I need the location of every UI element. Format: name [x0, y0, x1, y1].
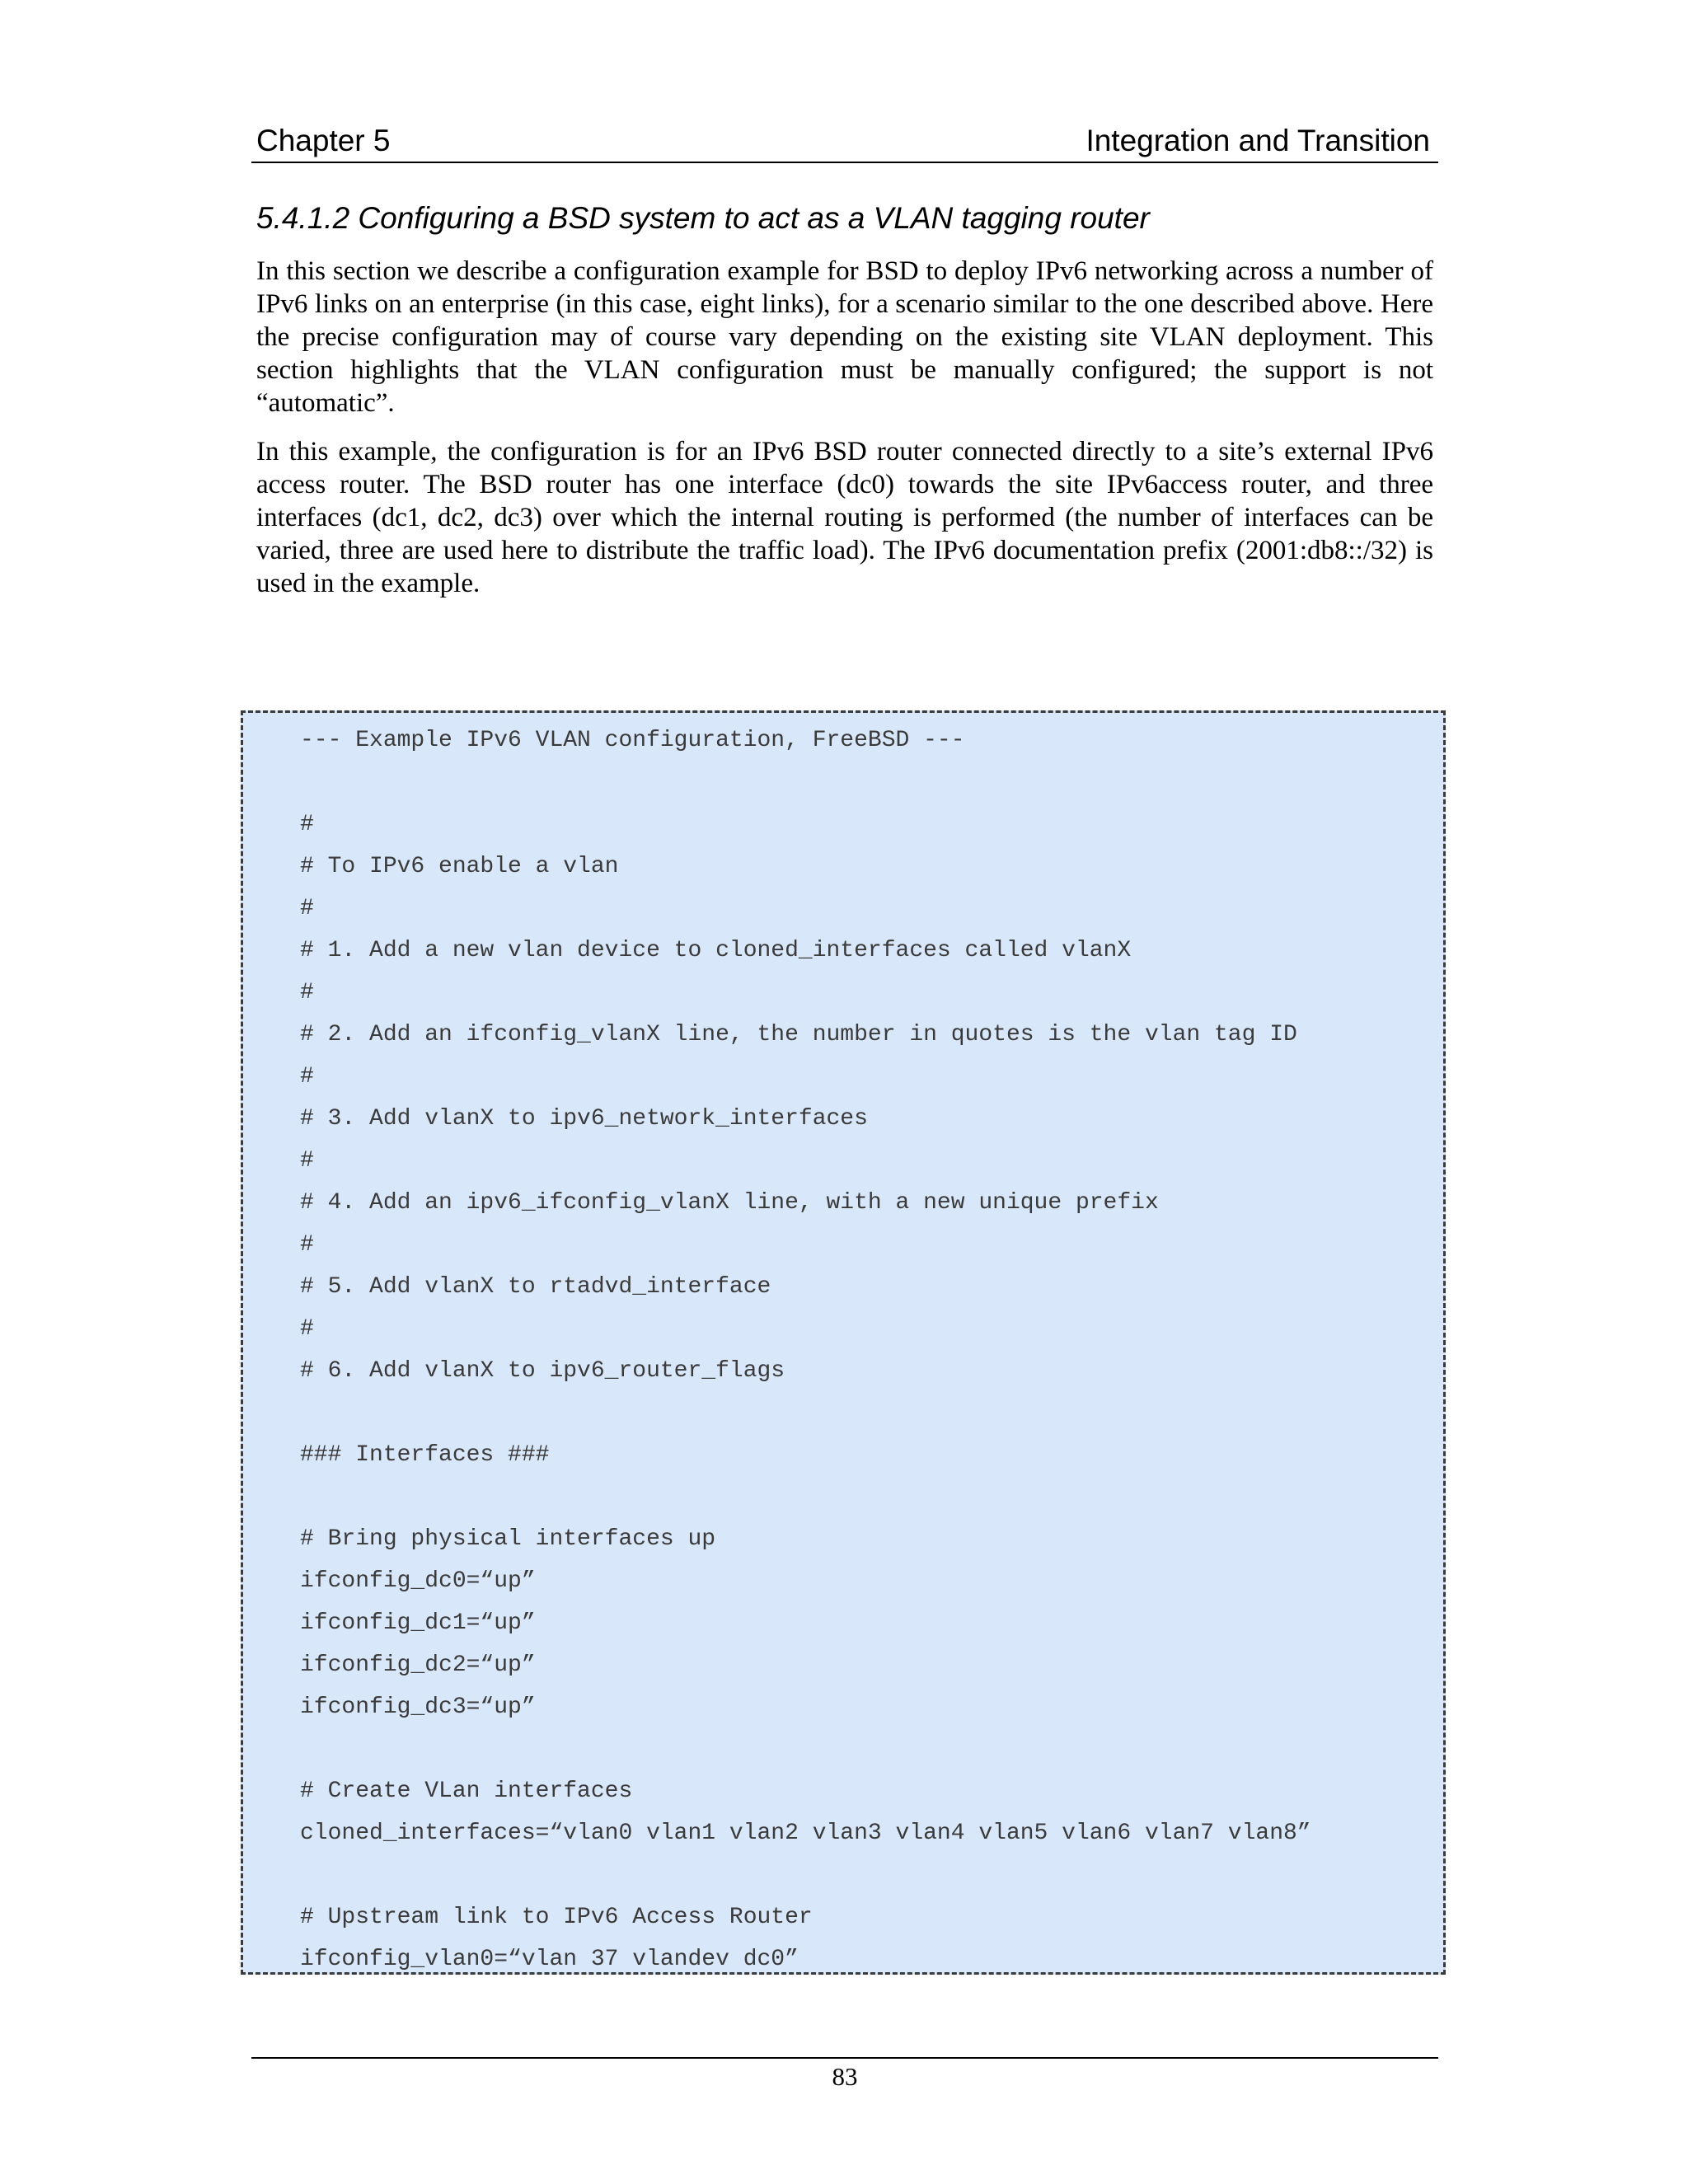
body-paragraph: In this section we describe a configuration example for BSD to deploy IPv6 networking across a number of IPv6 links on an enterprise (in this case, eight links), for a scenario similar to the one described above. Here the precise configuration may of course vary depending on the existing site VLAN deployment. This section highlights that the VLAN configuration must be manually configured; the support is not “automatic”.	[256, 256, 1433, 418]
code-line: ifconfig_dc3=“up”	[300, 1694, 536, 1720]
code-lines	[300, 719, 1311, 1975]
code-line: #	[300, 1064, 314, 1090]
code-line	[300, 1476, 1311, 1518]
code-line: ifconfig_dc0=“up”	[300, 1568, 536, 1594]
code-line: ifconfig_dc1=“up”	[300, 1610, 536, 1636]
chapter-label: Chapter 5	[256, 124, 391, 157]
code-line: # To IPv6 enable a vlan	[300, 854, 619, 879]
code-line	[300, 1392, 1311, 1434]
code-line: # 2. Add an ifconfig_vlanX line, the number in quotes is the vlan tag ID	[300, 1022, 1297, 1047]
code-line: ### Interfaces ###	[300, 1442, 550, 1468]
code-line: ifconfig_vlan0=“vlan 37 vlandev dc0”	[300, 1947, 799, 1972]
code-line: ifconfig_dc2=“up”	[300, 1652, 536, 1678]
code-line: #	[300, 1316, 314, 1342]
code-line: #	[300, 896, 314, 921]
code-line: # Create VLan interfaces	[300, 1779, 633, 1804]
code-line: # 6. Add vlanX to ipv6_router_flags	[300, 1358, 785, 1384]
code-line: #	[300, 980, 314, 1005]
code-line	[300, 1854, 1311, 1896]
section-heading: 5.4.1.2 Configuring a BSD system to act as a VLAN tagging router	[256, 201, 1150, 235]
code-line: # Upstream link to IPv6 Access Router	[300, 1905, 813, 1930]
code-line: # 3. Add vlanX to ipv6_network_interfaces	[300, 1106, 868, 1132]
code-line	[300, 762, 1311, 804]
code-line: # 4. Add an ipv6_ifconfig_vlanX line, with a new unique prefix	[300, 1190, 1159, 1216]
code-line: # 5. Add vlanX to rtadvd_interface	[300, 1274, 771, 1300]
code-line: #	[300, 1148, 314, 1174]
running-title: Integration and Transition	[1085, 124, 1430, 157]
page-number: 83	[832, 2062, 858, 2091]
code-line: #	[300, 812, 314, 837]
code-listing	[241, 710, 1446, 1975]
footer-rule	[251, 2057, 1438, 2059]
code-line: #	[300, 1232, 314, 1258]
code-line: # Bring physical interfaces up	[300, 1526, 716, 1552]
code-line: cloned_interfaces=“vlan0 vlan1 vlan2 vlan3 vlan4 vlan5 vlan6 vlan7 vlan8”	[300, 1821, 1311, 1846]
body-paragraph: In this example, the configuration is for an IPv6 BSD router connected directly to a site’s external IPv6 access router. The BSD router has one interface (dc0) towards the site IPv6access router, and three interfaces (dc1, dc2, dc3) over which the internal routing is performed (the number of interfaces can be varied, three are used here to distribute the traffic load). The IPv6 documentation prefix (2001:db8::/32) is used in the example.	[256, 437, 1433, 598]
code-line: # 1. Add a new vlan device to cloned_interfaces called vlanX	[300, 938, 1132, 963]
code-line	[300, 1728, 1311, 1770]
page-header	[251, 120, 1438, 163]
code-line: --- Example IPv6 VLAN configuration, FreeBSD ---	[300, 728, 965, 753]
